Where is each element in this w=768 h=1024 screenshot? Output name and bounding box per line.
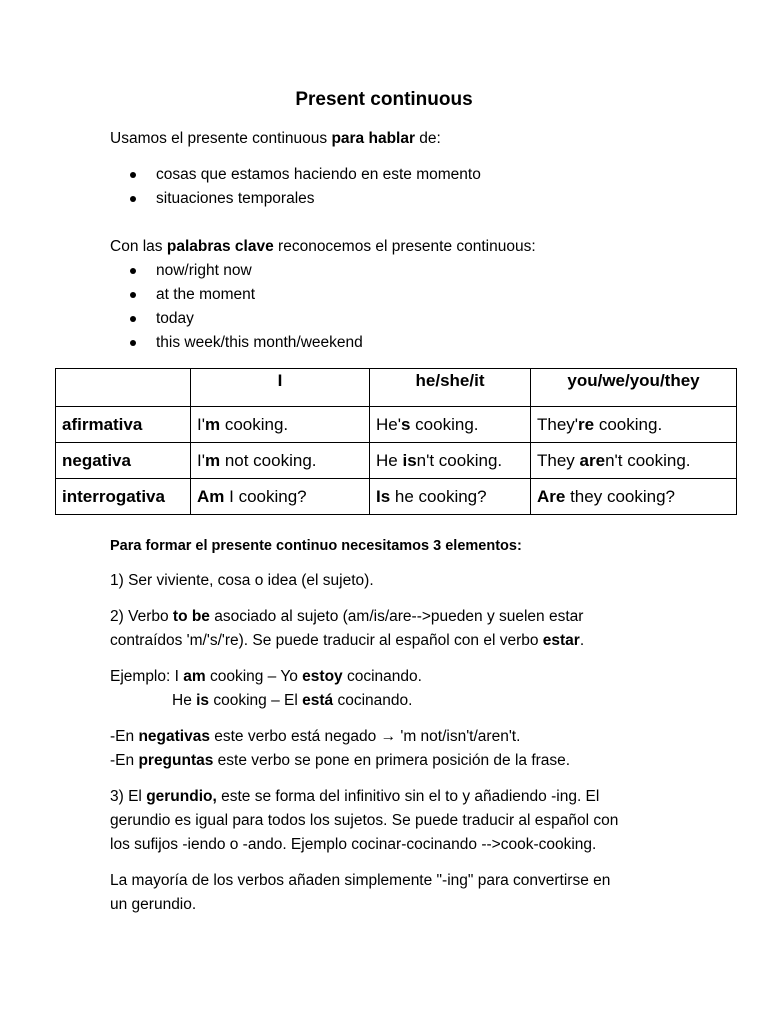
table-header-cell: you/we/you/they [531,369,737,407]
table-header-cell: I [191,369,370,407]
table-cell: Is he cooking? [370,479,531,515]
intro-bold: para hablar [331,130,415,147]
table-header-row [56,369,737,407]
paragraph-item3-line2: gerundio es igual para todos los sujetos. Se puede traducir al español con [110,812,619,829]
table-header-cell [56,369,191,407]
example-line2: He is cooking – El está cocinando. [172,692,413,709]
table-cell: They aren't cooking. [531,443,737,479]
intro-text-end: de: [415,130,441,147]
page-title: Present continuous [295,89,473,110]
intro-line [110,129,441,149]
table-cell: Am I cooking? [191,479,370,515]
negatives-line: -En negativas este verbo está negado → 'm not/isn't/aren't. [110,728,521,745]
table-cell: He's cooking. [370,407,531,443]
list-item-keyword: this week/this month/weekend [130,333,363,353]
table-cell: Are they cooking? [531,479,737,515]
list-item-keyword: today [130,309,194,329]
row-label: negativa [56,443,191,479]
table-cell: I'm cooking. [191,407,370,443]
table-row [56,479,737,515]
table-header-cell: he/she/it [370,369,531,407]
paragraph-item2-line2: contraídos 'm/'s/'re). Se puede traducir al español con el verbo estar. [110,632,585,649]
list-item-keyword: at the moment [130,285,255,305]
elements-heading: Para formar el presente continuo necesitamos 3 elementos: [110,538,522,554]
paragraph-item2-line1: 2) Verbo to be asociado al sujeto (am/is/are-->pueden y suelen estar [110,608,584,625]
paragraph-item3-line1: 3) El gerundio, este se forma del infinitivo sin el to y añadiendo -ing. El [110,788,600,805]
table-cell: I'm not cooking. [191,443,370,479]
keywords-intro-line: Con las palabras clave reconocemos el presente continuous: [110,238,536,255]
row-label: interrogativa [56,479,191,515]
table-row [56,443,737,479]
questions-line: -En preguntas este verbo se pone en primera posición de la frase. [110,752,571,769]
list-item-use: cosas que estamos haciendo en este momento [130,165,481,185]
conjugation-table [55,368,737,515]
row-label: afirmativa [56,407,191,443]
closing-line2: un gerundio. [110,896,197,913]
intro-text: Usamos el presente continuous [110,130,332,147]
table-row [56,407,737,443]
paragraph-item3-line3: los sufijos -iendo o -ando. Ejemplo cocinar-cocinando -->cook-cooking. [110,836,597,853]
example-line1: Ejemplo: I am cooking – Yo estoy cocinando. [110,668,422,685]
list-item-use: situaciones temporales [130,189,315,209]
list-item-keyword: now/right now [130,261,252,281]
keywords-intro-bold: palabras clave [166,238,274,255]
table-cell: They're cooking. [531,407,737,443]
closing-line1: La mayoría de los verbos añaden simplemente "-ing" para convertirse en [110,872,611,889]
table-cell: He isn't cooking. [370,443,531,479]
paragraph-item1: 1) Ser viviente, cosa o idea (el sujeto). [110,572,374,589]
